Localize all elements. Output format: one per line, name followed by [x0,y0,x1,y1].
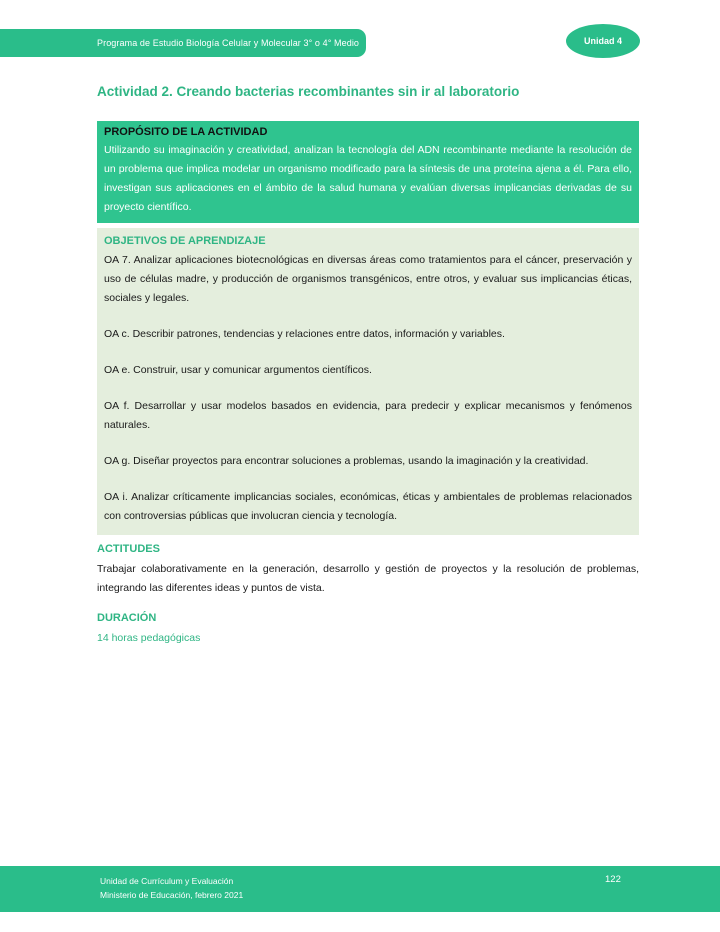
footer-credits [100,874,243,902]
unit-badge [566,24,640,58]
objective-item-oa7: OA 7. Analizar aplicaciones biotecnológicas en diversas áreas como tratamientos para el cáncer, preservación y uso de células madre, y producción de organismos transgénicos, entre otros, y evaluar sus implicancias éticas, sociales y legales. [104,254,632,304]
attitudes-heading: ACTITUDES [97,543,160,555]
attitudes-body: Trabajar colaborativamente en la generación, desarrollo y gestión de proyectos y la resolución de problemas, integrando las diferentes ideas y puntos de vista. [97,563,639,594]
objective-item-oag: OA g. Diseñar proyectos para encontrar soluciones a problemas, usando la imaginación y la creatividad. [104,455,589,467]
footer-line1: Unidad de Currículum y Evaluación [100,876,234,886]
unit-badge-label: Unidad 4 [583,36,622,46]
activity-title: Actividad 2. Creando bacterias recombinantes sin ir al laboratorio [97,84,520,99]
objective-item-oac: OA c. Describir patrones, tendencias y relaciones entre datos, información y variables. [104,328,505,340]
footer-line2: Ministerio de Educación, febrero 2021 [100,890,244,900]
purpose-body: Utilizando su imaginación y creatividad, analizan la tecnología del ADN recombinante mediante la resolución de un problema que implica modelar un organismo modificado para la síntesis de una proteína ajena a él. Para ello, investigan sus aplicaciones en el ámbito de la salud humana y evalúan diversas implicancias derivadas de su proyecto científico. [104,144,632,213]
page-number: 122 [605,874,621,885]
purpose-heading: PROPÓSITO DE LA ACTIVIDAD [104,126,268,138]
program-header-bar [0,29,366,57]
objective-item-oai: OA i. Analizar críticamente implicancias sociales, económicas, éticas y ambientales de problemas relacionados con controversias públicas que involucran ciencia y tecnología. [104,491,632,522]
objective-item-oae: OA e. Construir, usar y comunicar argumentos científicos. [104,364,372,376]
duration-heading: DURACIÓN [97,612,157,624]
objectives-section [97,228,639,535]
purpose-section [97,121,639,223]
program-title: Programa de Estudio Biología Celular y Molecular 3° o 4° Medio [97,38,360,48]
objective-item-oaf: OA f. Desarrollar y usar modelos basados en evidencia, para predecir y explicar mecanismos y fenómenos naturales. [104,400,632,431]
footer-bar [0,866,720,912]
attitudes-section [97,541,639,598]
objectives-heading: OBJETIVOS DE APRENDIZAJE [104,235,266,247]
duration-section [97,610,639,647]
duration-body: 14 horas pedagógicas [97,632,201,644]
